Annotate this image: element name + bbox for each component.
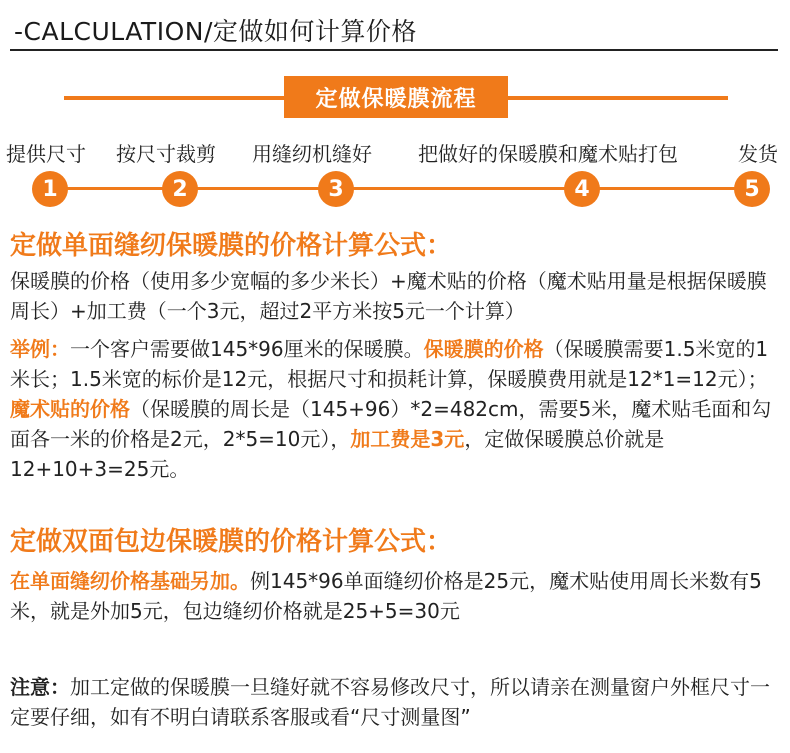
page-title: -CALCULATION/定做如何计算价格 <box>14 17 417 46</box>
film-price-label: 保暖膜的价格 <box>423 337 544 361</box>
step-label-2: 按尺寸裁剪 <box>116 142 216 166</box>
double-body: 例145*96单面缝纫价格是25元，魔术贴使用周长米数有5米，就是外加5元，包边缝纫价格就是25+5=30元 <box>10 569 762 623</box>
single-section-title: 定做单面缝纫保暖膜的价格计算公式： <box>10 231 453 261</box>
double-lead: 在单面缝纫价格基础另加。 <box>10 569 250 593</box>
step-track <box>50 187 750 190</box>
single-formula: 保暖膜的价格（使用多少宽幅的多少米长）+魔术贴的价格（魔术贴用量是根据保暖膜周长）+加工费（一个3元，超过2平方米按5元一个计算） <box>10 269 767 323</box>
example-label: 举例： <box>10 337 70 361</box>
velcro-price-label: 魔术贴的价格 <box>10 397 130 421</box>
header-divider <box>10 49 778 51</box>
step-label-3: 用缝纫机缝好 <box>252 142 372 166</box>
process-banner: 定做保暖膜流程 <box>284 76 508 118</box>
example-text-1: 一个客户需要做145*96厘米的保暖膜。 <box>70 337 424 361</box>
step-number-1: 1 <box>32 171 68 207</box>
example-text-2: （保暖膜需要1.5米宽的1米长；1.5米宽的标价是12元，根据尺寸和损耗计算，保暖膜费用就是12*1=12元）； <box>10 337 769 391</box>
note <box>10 672 786 732</box>
fee-label: 加工费是3元 <box>350 427 465 451</box>
double-text <box>10 566 786 626</box>
step-number-3: 3 <box>318 171 354 207</box>
step-label-5: 发货 <box>738 142 778 166</box>
double-section-title: 定做双面包边保暖膜的价格计算公式： <box>10 527 453 557</box>
step-number-5: 5 <box>734 171 770 207</box>
single-example <box>10 334 786 484</box>
step-label-1: 提供尺寸 <box>6 142 86 166</box>
step-label-4: 把做好的保暖膜和魔术贴打包 <box>418 142 678 166</box>
example-text-3: （保暖膜的周长是（145+96）*2=482cm，需要5米，魔术贴毛面和勾面各一米的价格是2元，2*5=10元）， <box>10 397 772 451</box>
note-label: 注意： <box>10 675 70 699</box>
step-number-4: 4 <box>564 171 600 207</box>
banner-line-left <box>64 96 286 100</box>
note-text: 加工定做的保暖膜一旦缝好就不容易修改尺寸，所以请亲在测量窗户外框尺寸一定要仔细，如有不明白请联系客服或看“尺寸测量图” <box>10 675 770 729</box>
example-text-4: ，定做保暖膜总价就是12+10+3=25元。 <box>10 427 665 481</box>
banner-line-right <box>506 96 728 100</box>
step-number-2: 2 <box>162 171 198 207</box>
